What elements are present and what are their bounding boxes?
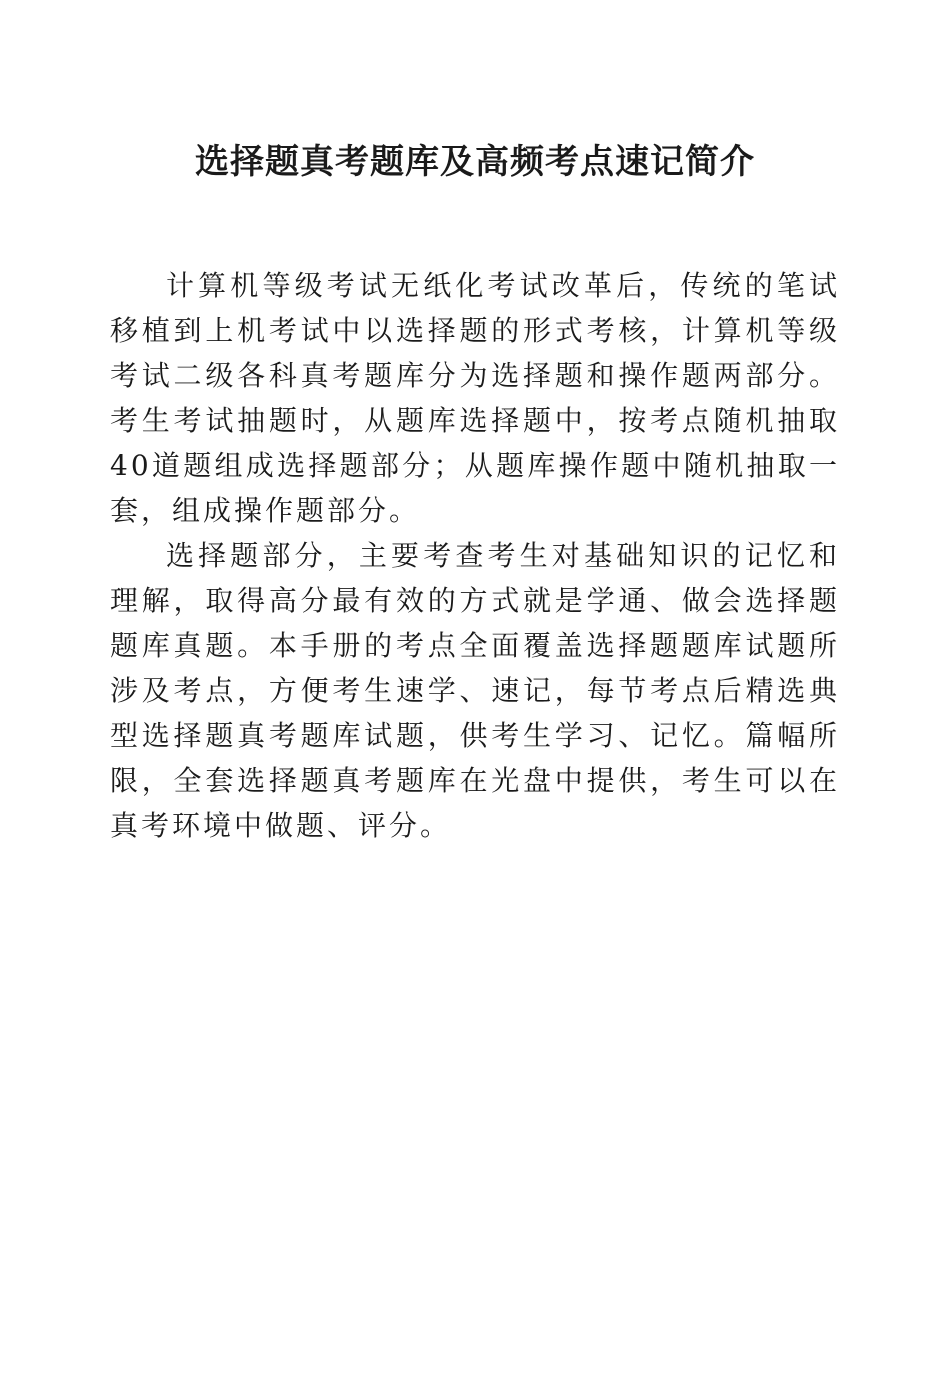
paragraph-2: 选择题部分，主要考查考生对基础知识的记忆和理解，取得高分最有效的方式就是学通、做会选择题题库真题。本手册的考点全面覆盖选择题题库试题所涉及考点，方便考生速学、速记，每节考点后精选典型选择题真考题库试题，供考生学习、记忆。篇幅所限，全套选择题真考题库在光盘中提供，考生可以在真考环境中做题、评分。 [110, 539, 840, 842]
page-title: 选择题真考题库及高频考点速记简介 [195, 142, 755, 182]
body-text [110, 263, 840, 848]
paragraph-1: 计算机等级考试无纸化考试改革后，传统的笔试移植到上机考试中以选择题的形式考核，计算机等级考试二级各科真考题库分为选择题和操作题两部分。考生考试抽题时，从题库选择题中，按考点随机抽取40道题组成选择题部分；从题库操作题中随机抽取一套，组成操作题部分。 [110, 269, 840, 527]
